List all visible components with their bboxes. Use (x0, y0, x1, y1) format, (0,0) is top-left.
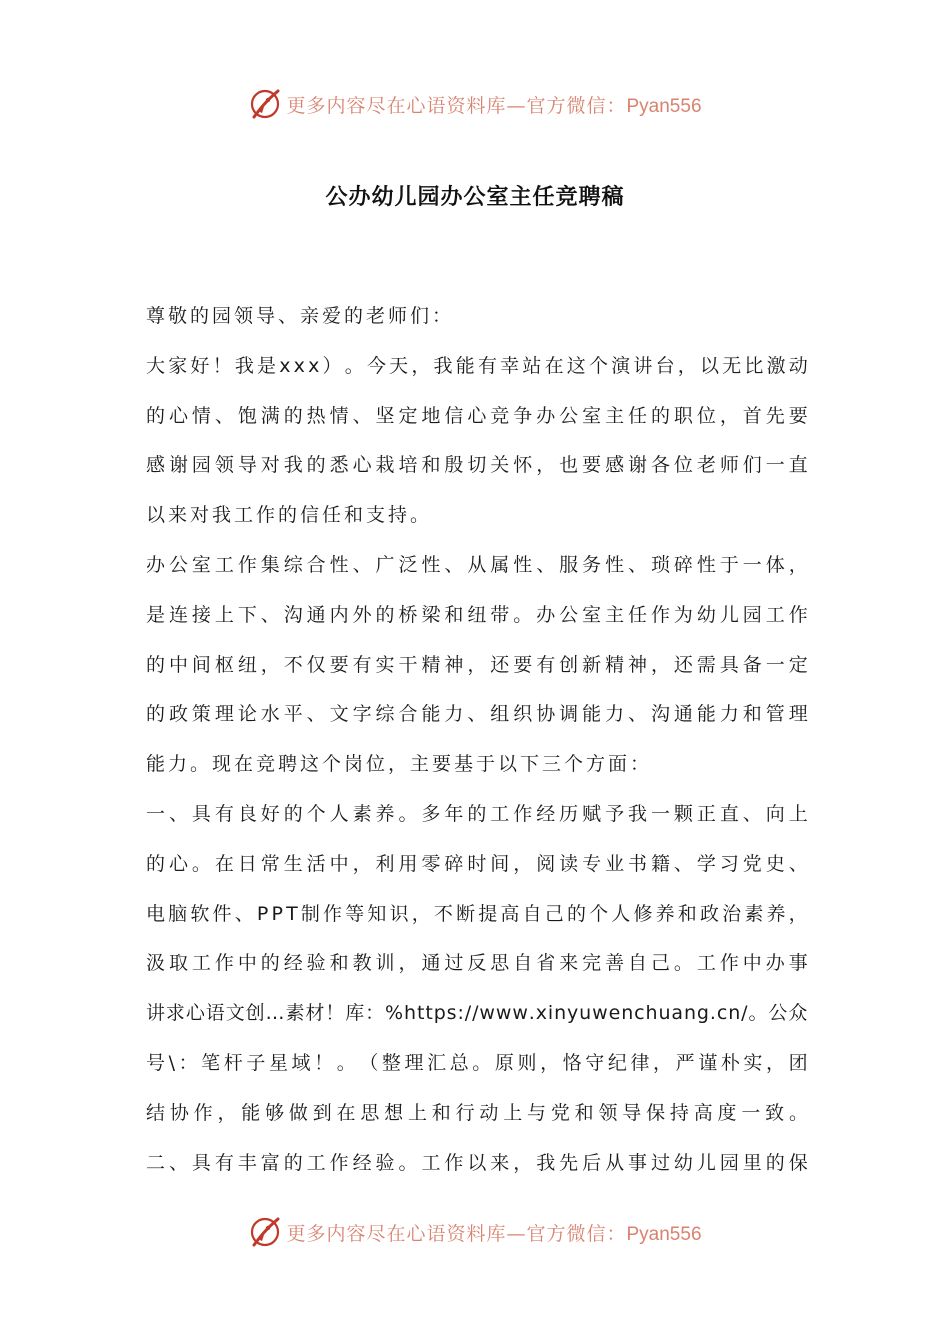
body-line: 二 、 具 有 丰 富 的 工 作 经 验 。 工 作 以 来 ， 我 先 后 从 事 过 幼 儿 园 里 的 保 (146, 1151, 808, 1174)
footer-banner (0, 1210, 950, 1254)
banner-text: 更多内容尽在心语资料库—官方微信：Pyan556 (286, 1222, 702, 1245)
banner-account: Pyan556 (626, 1223, 702, 1245)
body-line: 讲 求 心 语 文 创 … 素 材 ！ 库 ： % h t t p s : / / w w w . x i n y u w e n c h u a n g . c n / 。 公 众 (146, 1002, 808, 1025)
body-line: 号 \ ： 笔 杆 子 星 域 ！ 。 （ 整 理 汇 总 。 原 则 ， 恪 守 纪 律 ， 严 谨 朴 实 ， 团 (146, 1051, 808, 1074)
document-body (146, 292, 808, 1188)
banner-text: 更多内容尽在心语资料库—官方微信：Pyan556 (286, 94, 702, 117)
banner-account: Pyan556 (626, 95, 702, 117)
body-line: 尊敬的园领导、亲爱的老师们： (146, 305, 455, 327)
body-line: 的 心 情 、 饱 满 的 热 情 、 坚 定 地 信 心 竞 争 办 公 室 主 任 的 职 位 ， 首 先 要 (146, 404, 808, 427)
body-line: 办 公 室 工 作 集 综 合 性 、 广 泛 性 、 从 属 性 、 服 务 性 、 琐 碎 性 于 一 体 ， (146, 553, 808, 576)
body-line: 的 心 。 在 日 常 生 活 中 ， 利 用 零 碎 时 间 ， 阅 读 专 业 书 籍 、 学 习 党 史 、 (146, 852, 808, 875)
pen-logo-icon (248, 87, 282, 121)
body-line: 结 协 作 ， 能 够 做 到 在 思 想 上 和 行 动 上 与 党 和 领 导 保 持 高 度 一 致 。 (146, 1101, 808, 1124)
body-line: 感 谢 园 领 导 对 我 的 悉 心 栽 培 和 殷 切 关 怀 ， 也 要 感 谢 各 位 老 师 们 一 直 (146, 454, 808, 477)
body-line: 能力。现在竞聘这个岗位，主要基于以下三个方面： (146, 753, 653, 776)
body-line: 是 连 接 上 下 、 沟 通 内 外 的 桥 梁 和 纽 带 。 办 公 室 主 任 作 为 幼 儿 园 工 作 (146, 603, 808, 626)
document-title: 公办幼儿园办公室主任竞聘稿 (325, 185, 625, 210)
body-line: 电 脑 软 件 、 P P T 制 作 等 知 识 ， 不 断 提 高 自 己 的 个 人 修 养 和 政 治 素 养 ， (146, 902, 808, 925)
body-line: 的 政 策 理 论 水 平 、 文 字 综 合 能 力 、 组 织 协 调 能 力 、 沟 通 能 力 和 管 理 (146, 703, 808, 726)
header-banner (0, 82, 950, 126)
body-line: 汲 取 工 作 中 的 经 验 和 教 训 ， 通 过 反 思 自 省 来 完 善 自 己 。 工 作 中 办 事 (146, 952, 808, 975)
body-line: 一 、 具 有 良 好 的 个 人 素 养 。 多 年 的 工 作 经 历 赋 予 我 一 颗 正 直 、 向 上 (146, 802, 808, 825)
body-line: 以来对我工作的信任和支持。 (146, 504, 433, 527)
body-line: 的 中 间 枢 纽 ， 不 仅 要 有 实 干 精 神 ， 还 要 有 创 新 精 神 ， 还 需 具 备 一 定 (146, 653, 808, 676)
body-line: 大 家 好 ！ 我 是 x x x ） 。 今 天 ， 我 能 有 幸 站 在 这 个 演 讲 台 ， 以 无 比 激 动 (146, 354, 808, 377)
pen-logo-icon (248, 1215, 282, 1249)
